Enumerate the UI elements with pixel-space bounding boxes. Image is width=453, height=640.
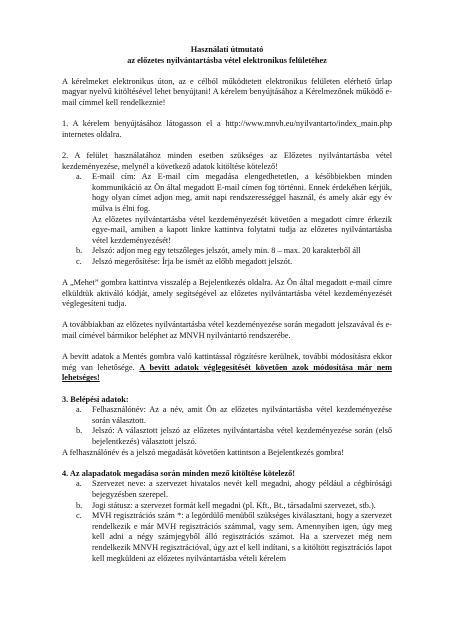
step-2b-item — [62, 246, 392, 257]
step-4a-item — [62, 479, 392, 500]
intro-paragraph: A kérelmeket elektronikus úton, az e célból működtetett elektronikus felületen elérhető űrlap magyar nyelvű kitöltésével lehet benyújtani! A kérelem benyújtásához a Kérelmezőnek működő e-mail címmel kell rendelkeznie! — [62, 76, 392, 107]
list-text: Jelszó: A választott jelszó az előzetes nyilvántartásba vétel kezdeményezése során (első bejelentkezés) választott jelszó. — [92, 426, 392, 446]
document-body — [62, 45, 392, 564]
save-paragraph — [62, 352, 392, 384]
step-4b-item — [62, 501, 392, 512]
list-label: b. — [76, 426, 83, 436]
list-label: a. — [76, 172, 82, 182]
step-4c-item — [62, 511, 392, 564]
document-title: Használati útmutató — [190, 45, 264, 54]
finalize-warning: A bevitt adatok véglegesítését követően azok módosítása már nem lehetséges! — [62, 362, 392, 383]
mehet-paragraph: A „Mehet” gombra kattintva visszalép a Bejelentkezés oldalra. Az Ön által megadott e-mail címre elküldtük aktiváló kódját, amely segítségével az előzetes nyilvántartásba vétel kezdeményezését véglegesíteni tudja. — [62, 278, 392, 309]
step-3a-item — [62, 405, 392, 426]
list-label: b. — [76, 500, 83, 510]
step-3b-item — [62, 426, 392, 447]
step-2a-item — [62, 172, 392, 214]
save-text: A bevitt adatok a Mentés gombra való kattintással rögzítésre kerülnek, további módosításra ekkor még van lehetősége. — [62, 352, 392, 372]
list-label: a. — [76, 405, 82, 415]
list-label: a. — [76, 479, 82, 489]
list-text: Szervezet neve: a szervezet hivatalos nevét kell megadni, ahogy például a cégbírósági bejegyzésben szerepel. — [92, 479, 392, 499]
login-info-paragraph: A továbbiakban az előzetes nyilvántartásba vétel kezdeményezése során megadott jelszavával és e-mail címével bármikor beléphet az MNVH nyilvántartó rendszerébe. — [62, 320, 392, 341]
list-text: E-mail cím: Az E-mail cím megadása elengedhetetlen, a későbbiekben minden kommunikáció az Ön által megadott E-mail címen fog történni. Ennek érdekében kérjük, hogy olyan címet adjon meg, amit napi rendszerességgel használ, és amely akár egy év múlva is élni fog. — [92, 172, 392, 213]
section-4-heading-text: 4. Az alapadatok megadása során minden mező kitöltése kötelező! — [62, 468, 295, 478]
section-3-heading: 3. Belépési adatok: — [62, 394, 129, 404]
list-text: Felhasználónév: Az a név, amit Ön az előzetes nyilvántartásba vétel kezdeményezése során választott. — [92, 405, 392, 425]
section-4-heading — [62, 469, 392, 480]
list-text: Jelszó: adjon meg egy tetszőleges jelszót, amely min. 8 – max. 20 karakterből áll — [92, 246, 361, 256]
document-subtitle: az előzetes nyilvántartásba vétel elektronikus felületéhez — [127, 55, 327, 65]
list-label: b. — [76, 246, 83, 256]
list-text: MVH regisztrációs szám *: a legördülő menüből szükséges kiválasztani, hogy a szervezet rendelkezik e már MVH regisztrációs számmal, vagy sem. Amennyiben igen, úgy meg kell adni a négy számjegyből álló regisztrációs számot. Ha a szervezet még nem rendelkezik MNVH regisztrációval, úgy azt el kell indítani, s a kitöltött regisztrációs lapot kell megküldeni az előzetes nyilvántartásba vételi kérelem — [92, 511, 392, 563]
login-button-paragraph: A felhasználónév és a jelszó megadását követően kattintson a Bejelentkezés gombra! — [62, 447, 344, 457]
step-2c-item — [62, 257, 392, 268]
list-text: Jogi státusz: a szervezet formát kell megadni (pl. Kft., Bt., társadalmi szervezet, stb.). — [92, 500, 376, 510]
step-2-paragraph: 2. A felület használatához minden esetben szükséges az Előzetes nyilvántartásba vétel kezdeményezése, melynél a következő adatok kitöltése kötelező! — [62, 150, 392, 171]
list-label: c. — [76, 511, 82, 521]
list-text: Jelszó megerősítése: Írja be ismét az előbb megadott jelszót. — [92, 256, 293, 266]
step-1-paragraph: 1. A kérelem benyújtásához látogasson el a http://www.mnvh.eu/nyilvantarto/index_main.php internetes oldalra. — [62, 119, 392, 139]
step-2a-continuation: Az előzetes nyilvántartásba vétel kezdeményezését követően a megadott címre érkezik egye-mail, amiben a kapott linkre kattintva folytatni tudja az előzetes nyilvántartásba vétel kezdeményezését! — [92, 214, 392, 245]
list-label: c. — [76, 256, 82, 266]
